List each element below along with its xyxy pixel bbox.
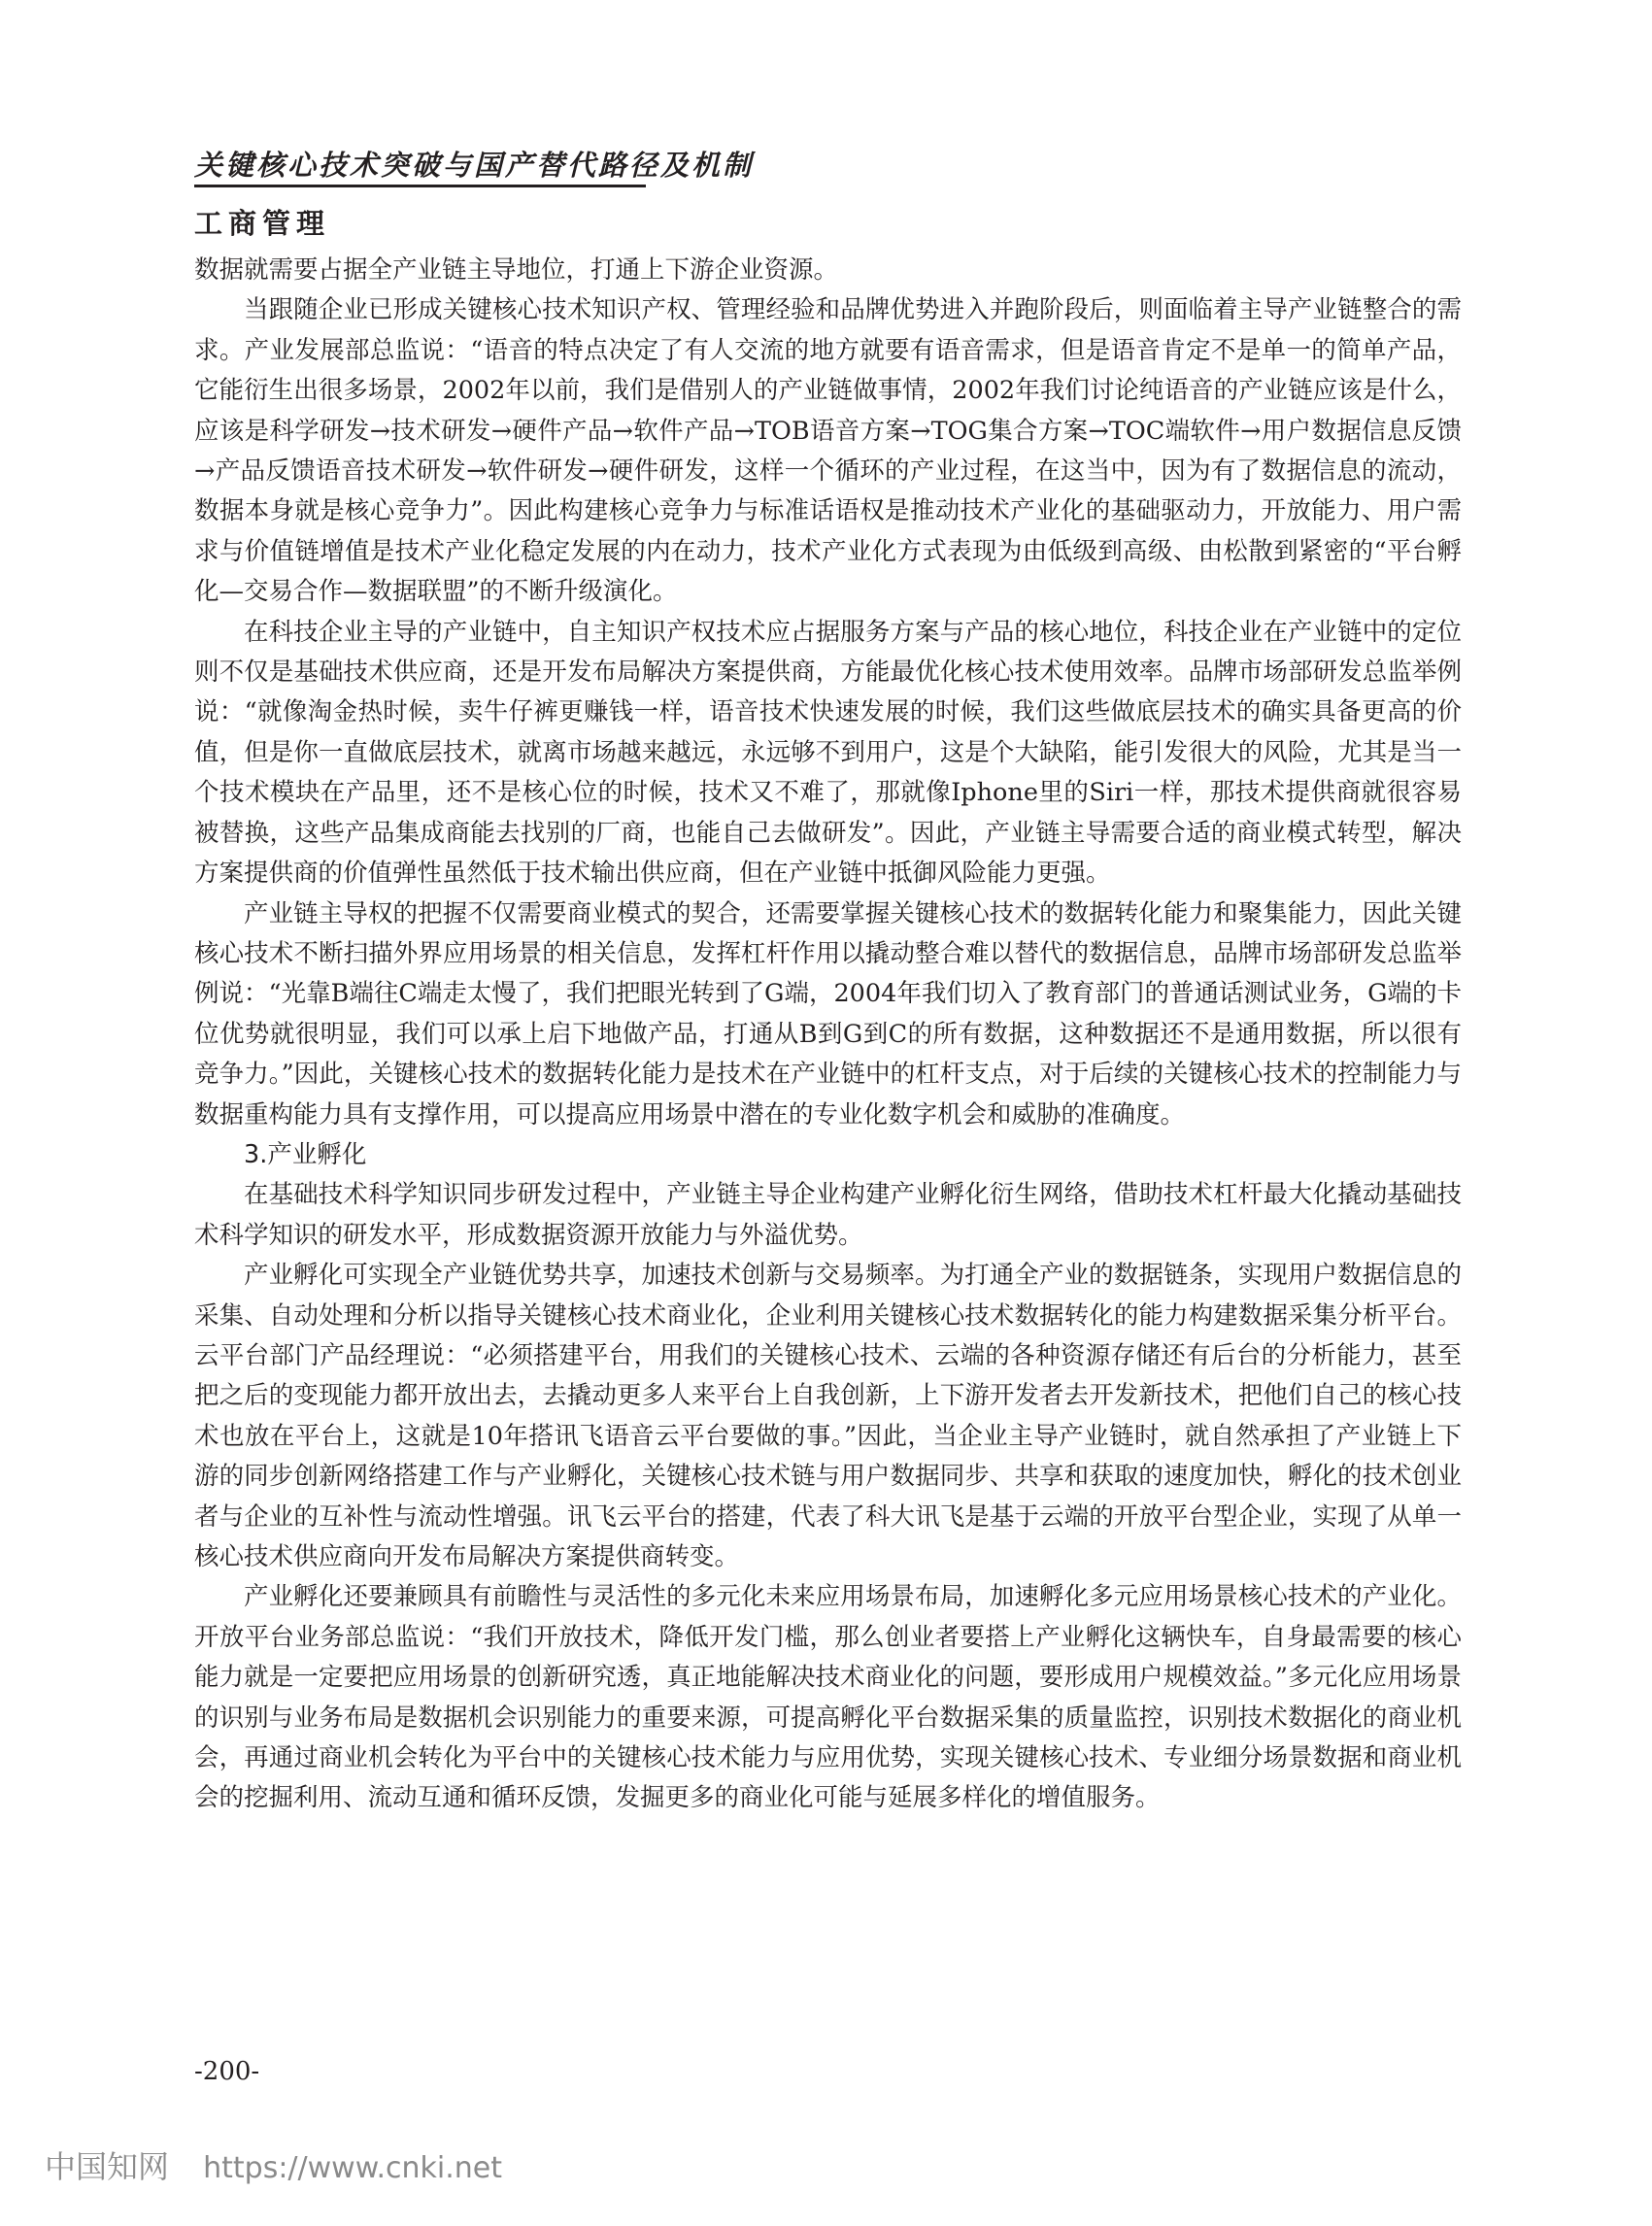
cnki-url[interactable]: https://www.cnki.net bbox=[203, 2151, 503, 2185]
paragraph-continued: 数据就需要占据全产业链主导地位，打通上下游企业资源。 bbox=[194, 255, 839, 285]
paragraph: 在科技企业主导的产业链中，自主知识产权技术应占据服务方案与产品的核心地位，科技企业在产业链中的定位则不仅是基础技术供应商，还是开发布局解决方案提供商，方能最优化核心技术使用效率。品牌市场部研发总监举例说：“就像淘金热时候，卖牛仔裤更赚钱一样，语音技术快速发展的时候，我们这些做底层技术的确实具备更高的价值，但是你一直做底层技术，就离市场越来越远，永远够不到用户，这是个大缺陷，能引发很大的风险，尤其是当一个技术模块在产品里，还不是核心位的时候，技术又不难了，那就像Iphone里的Siri一样，那技术提供商就很容易被替换，这些产品集成商能去找别的厂商，也能自己去做研发”。因此，产业链主导需要合适的商业模式转型，解决方案提供商的价值弹性虽然低于技术输出供应商，但在产业链中抵御风险能力更强。 bbox=[194, 617, 1462, 889]
paragraph: 产业孵化可实现全产业链优势共享，加速技术创新与交易频率。为打通全产业的数据链条，实现用户数据信息的采集、自动处理和分析以指导关键核心技术商业化，企业利用关键核心技术数据转化的能力构建数据采集分析平台。云平台部门产品经理说：“必须搭建平台，用我们的关键核心技术、云端的各种资源存储还有后台的分析能力，甚至把之后的变现能力都开放出去，去撬动更多人来平台上自我创新，上下游开发者去开发新技术，把他们自己的核心技术也放在平台上，这就是10年搭讯飞语音云平台要做的事。”因此，当企业主导产业链时，就自然承担了产业链上下游的同步创新网络搭建工作与产业孵化，关键核心技术链与用户数据同步、共享和获取的速度加快，孵化的技术创业者与企业的互补性与流动性增强。讯飞云平台的搭建，代表了科大讯飞是基于云端的开放平台型企业，实现了从单一核心技术供应商向开发布局解决方案提供商转变。 bbox=[194, 1261, 1462, 1571]
cnki-watermark bbox=[45, 2142, 502, 2187]
running-title: 关键核心技术突破与国产替代路径及机制 bbox=[194, 149, 755, 182]
page-number: -200- bbox=[194, 2057, 260, 2086]
paragraph: 在基础技术科学知识同步研发过程中，产业链主导企业构建产业孵化衍生网络，借助技术杠杆最大化撬动基础技术科学知识的研发水平，形成数据资源开放能力与外溢优势。 bbox=[194, 1180, 1462, 1250]
cnki-logo-text: 中国知网 bbox=[45, 2148, 170, 2185]
article-body bbox=[194, 251, 1462, 1819]
subsection-heading: 3.产业孵化 bbox=[244, 1139, 367, 1169]
paragraph: 产业孵化还要兼顾具有前瞻性与灵活性的多元化未来应用场景布局，加速孵化多元应用场景核心技术的产业化。开放平台业务部总监说：“我们开放技术，降低开发门槛，那么创业者要搭上产业孵化这辆快车，自身最需要的核心能力就是一定要把应用场景的创新研究透，真正地能解决技术商业化的问题，要形成用户规模效益。”多元化应用场景的识别与业务布局是数据机会识别能力的重要来源，可提高孵化平台数据采集的质量监控，识别技术数据化的商业机会，再通过商业机会转化为平台中的关键核心技术能力与应用优势，实现关键核心技术、专业细分场景数据和商业机会的挖掘利用、流动互通和循环反馈，发掘更多的商业化可能与延展多样化的增值服务。 bbox=[194, 1582, 1462, 1813]
paragraph: 当跟随企业已形成关键核心技术知识产权、管理经验和品牌优势进入并跑阶段后，则面临着主导产业链整合的需求。产业发展部总监说：“语音的特点决定了有人交流的地方就要有语音需求，但是语音肯定不是单一的简单产品，它能衍生出很多场景，2002年以前，我们是借别人的产业链做事情，2002年我们讨论纯语音的产业链应该是什么，应该是科学研发→技术研发→硬件产品→软件产品→TOB语音方案→TOG集合方案→TOC端软件→用户数据信息反馈→产品反馈语音技术研发→软件研发→硬件研发，这样一个循环的产业过程，在这当中，因为有了数据信息的流动，数据本身就是核心竞争力”。因此构建核心竞争力与标准话语权是推动技术产业化的基础驱动力，开放能力、用户需求与价值链增值是技术产业化稳定发展的内在动力，技术产业化方式表现为由低级到高级、由松散到紧密的“平台孵化—交易合作—数据联盟”的不断升级演化。 bbox=[194, 295, 1462, 607]
header-rule bbox=[194, 185, 646, 187]
paragraph: 产业链主导权的把握不仅需要商业模式的契合，还需要掌握关键核心技术的数据转化能力和聚集能力，因此关键核心技术不断扫描外界应用场景的相关信息，发挥杠杆作用以撬动整合难以替代的数据信息，品牌市场部研发总监举例说：“光靠B端往C端走太慢了，我们把眼光转到了G端，2004年我们切入了教育部门的普通话测试业务，G端的卡位优势就很明显，我们可以承上启下地做产品，打通从B到G到C的所有数据，这种数据还不是通用数据，所以很有竞争力。”因此，关键核心技术的数据转化能力是技术在产业链中的杠杆支点，对于后续的关键核心技术的控制能力与数据重构能力具有支撑作用，可以提高应用场景中潜在的专业化数字机会和威胁的准确度。 bbox=[194, 898, 1462, 1130]
section-label: 工商管理 bbox=[194, 207, 331, 240]
